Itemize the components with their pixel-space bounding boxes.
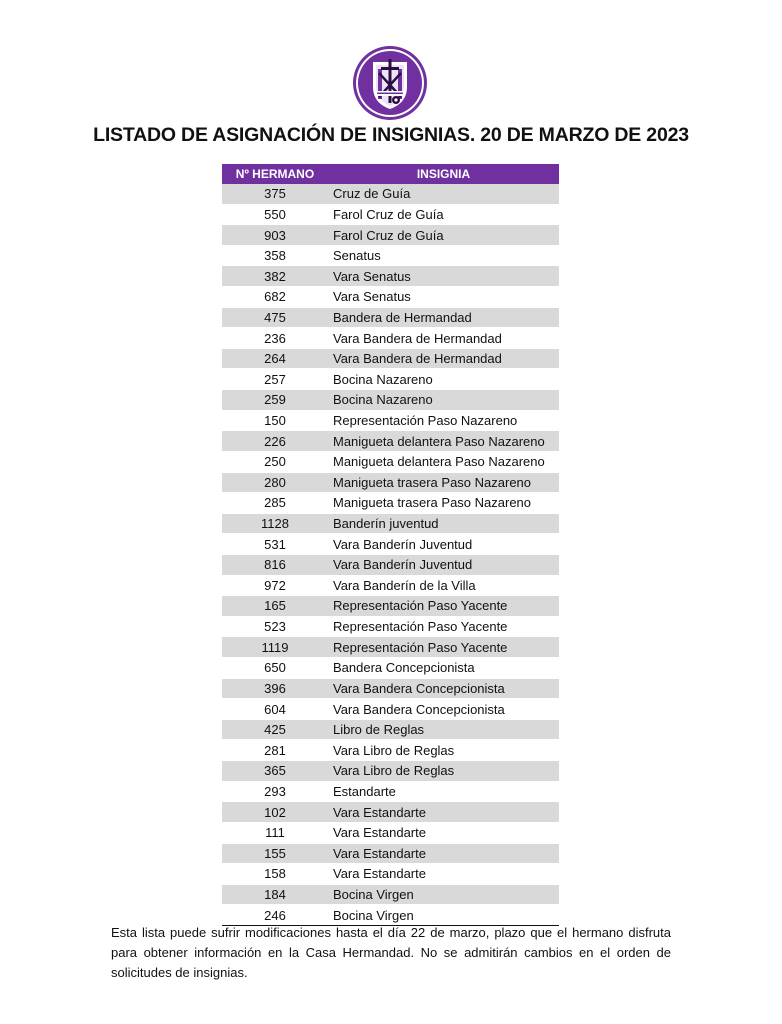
hermano-number: 903 xyxy=(222,225,328,246)
table-row xyxy=(222,369,559,390)
insignia-name: Bocina Virgen xyxy=(328,884,559,905)
table-row xyxy=(222,658,559,679)
insignia-name: Vara Senatus xyxy=(328,266,559,287)
insignia-name: Vara Estandarte xyxy=(328,864,559,885)
table-row xyxy=(222,616,559,637)
table-row xyxy=(222,884,559,905)
insignia-name: Vara Estandarte xyxy=(328,802,559,823)
insignia-name: Bocina Virgen xyxy=(328,905,559,926)
insignia-name: Cruz de Guía xyxy=(328,184,559,204)
table-row xyxy=(222,390,559,411)
insignia-name: Representación Paso Yacente xyxy=(328,616,559,637)
brotherhood-crest-icon xyxy=(352,45,428,121)
insignia-name: Manigueta trasera Paso Nazareno xyxy=(328,472,559,493)
insignia-name: Vara Bandera de Hermandad xyxy=(328,348,559,369)
insignia-name: Vara Estandarte xyxy=(328,843,559,864)
hermano-number: 531 xyxy=(222,534,328,555)
insignia-name: Bandera de Hermandad xyxy=(328,307,559,328)
table-header-row xyxy=(222,164,559,184)
insignia-name: Manigueta delantera Paso Nazareno xyxy=(328,451,559,472)
hermano-number: 816 xyxy=(222,554,328,575)
footer-note: Esta lista puede sufrir modificaciones hasta el día 22 de marzo, plazo que el hermano disfruta para obtener información en la Casa Hermandad. No se admitirán cambios en el orden de solicitudes de insignias. xyxy=(111,925,671,980)
table-row xyxy=(222,822,559,843)
hermano-number: 425 xyxy=(222,719,328,740)
hermano-number: 1128 xyxy=(222,513,328,534)
insignia-name: Vara Libro de Reglas xyxy=(328,740,559,761)
insignia-name: Bocina Nazareno xyxy=(328,369,559,390)
insignia-name: Farol Cruz de Guía xyxy=(328,225,559,246)
insignia-name: Senatus xyxy=(328,245,559,266)
table-row xyxy=(222,204,559,225)
hermano-number: 382 xyxy=(222,266,328,287)
table-row xyxy=(222,513,559,534)
page-title: LISTADO DE ASIGNACIÓN DE INSIGNIAS. 20 DE MARZO DE 2023 xyxy=(93,124,689,146)
table-row xyxy=(222,637,559,658)
hermano-number: 111 xyxy=(222,822,328,843)
insignia-name: Vara Libro de Reglas xyxy=(328,761,559,782)
insignia-name: Representación Paso Nazareno xyxy=(328,410,559,431)
hermano-number: 293 xyxy=(222,781,328,802)
hermano-number: 259 xyxy=(222,390,328,411)
insignia-name: Representación Paso Yacente xyxy=(328,596,559,617)
table-row xyxy=(222,554,559,575)
table-row xyxy=(222,596,559,617)
table-row xyxy=(222,328,559,349)
table-row xyxy=(222,307,559,328)
hermano-number: 150 xyxy=(222,410,328,431)
insignia-name: Vara Bandera de Hermandad xyxy=(328,328,559,349)
hermano-number: 523 xyxy=(222,616,328,637)
hermano-number: 264 xyxy=(222,348,328,369)
insignia-name: Bandera Concepcionista xyxy=(328,658,559,679)
hermano-number: 396 xyxy=(222,678,328,699)
table-row xyxy=(222,719,559,740)
table-row xyxy=(222,534,559,555)
table-row xyxy=(222,678,559,699)
insignia-name: Vara Bandera Concepcionista xyxy=(328,678,559,699)
hermano-number: 550 xyxy=(222,204,328,225)
table-row xyxy=(222,348,559,369)
table-row xyxy=(222,410,559,431)
hermano-number: 226 xyxy=(222,431,328,452)
hermano-number: 281 xyxy=(222,740,328,761)
table-row xyxy=(222,184,559,204)
insignia-name: Manigueta trasera Paso Nazareno xyxy=(328,493,559,514)
table-row xyxy=(222,699,559,720)
insignia-name: Vara Estandarte xyxy=(328,822,559,843)
hermano-number: 285 xyxy=(222,493,328,514)
column-header-hermano: Nº HERMANO xyxy=(222,164,328,184)
table-row xyxy=(222,225,559,246)
hermano-number: 184 xyxy=(222,884,328,905)
hermano-number: 250 xyxy=(222,451,328,472)
hermano-number: 158 xyxy=(222,864,328,885)
hermano-number: 650 xyxy=(222,658,328,679)
hermano-number: 236 xyxy=(222,328,328,349)
table-row xyxy=(222,493,559,514)
table-row xyxy=(222,431,559,452)
insignia-name: Vara Banderín Juventud xyxy=(328,534,559,555)
table-row xyxy=(222,843,559,864)
insignia-name: Farol Cruz de Guía xyxy=(328,204,559,225)
insignia-name: Estandarte xyxy=(328,781,559,802)
insignia-table xyxy=(222,164,559,926)
hermano-number: 246 xyxy=(222,905,328,926)
hermano-number: 155 xyxy=(222,843,328,864)
table-row xyxy=(222,287,559,308)
table-row xyxy=(222,575,559,596)
table-row xyxy=(222,451,559,472)
hermano-number: 972 xyxy=(222,575,328,596)
column-header-insignia: INSIGNIA xyxy=(328,164,559,184)
hermano-number: 257 xyxy=(222,369,328,390)
insignia-name: Manigueta delantera Paso Nazareno xyxy=(328,431,559,452)
table-row xyxy=(222,802,559,823)
hermano-number: 682 xyxy=(222,287,328,308)
hermano-number: 1119 xyxy=(222,637,328,658)
table-row xyxy=(222,266,559,287)
hermano-number: 280 xyxy=(222,472,328,493)
insignia-name: Vara Bandera Concepcionista xyxy=(328,699,559,720)
hermano-number: 102 xyxy=(222,802,328,823)
hermano-number: 375 xyxy=(222,184,328,204)
insignia-name: Vara Banderín de la Villa xyxy=(328,575,559,596)
hermano-number: 165 xyxy=(222,596,328,617)
insignia-name: Bocina Nazareno xyxy=(328,390,559,411)
hermano-number: 358 xyxy=(222,245,328,266)
table-row xyxy=(222,781,559,802)
hermano-number: 604 xyxy=(222,699,328,720)
table-row xyxy=(222,761,559,782)
insignia-name: Representación Paso Yacente xyxy=(328,637,559,658)
insignia-name: Libro de Reglas xyxy=(328,719,559,740)
insignia-name: Vara Senatus xyxy=(328,287,559,308)
table-row xyxy=(222,864,559,885)
table-row xyxy=(222,740,559,761)
table-row xyxy=(222,245,559,266)
insignia-name: Vara Banderín Juventud xyxy=(328,554,559,575)
hermano-number: 365 xyxy=(222,761,328,782)
insignia-name: Banderín juventud xyxy=(328,513,559,534)
table-row xyxy=(222,472,559,493)
hermano-number: 475 xyxy=(222,307,328,328)
